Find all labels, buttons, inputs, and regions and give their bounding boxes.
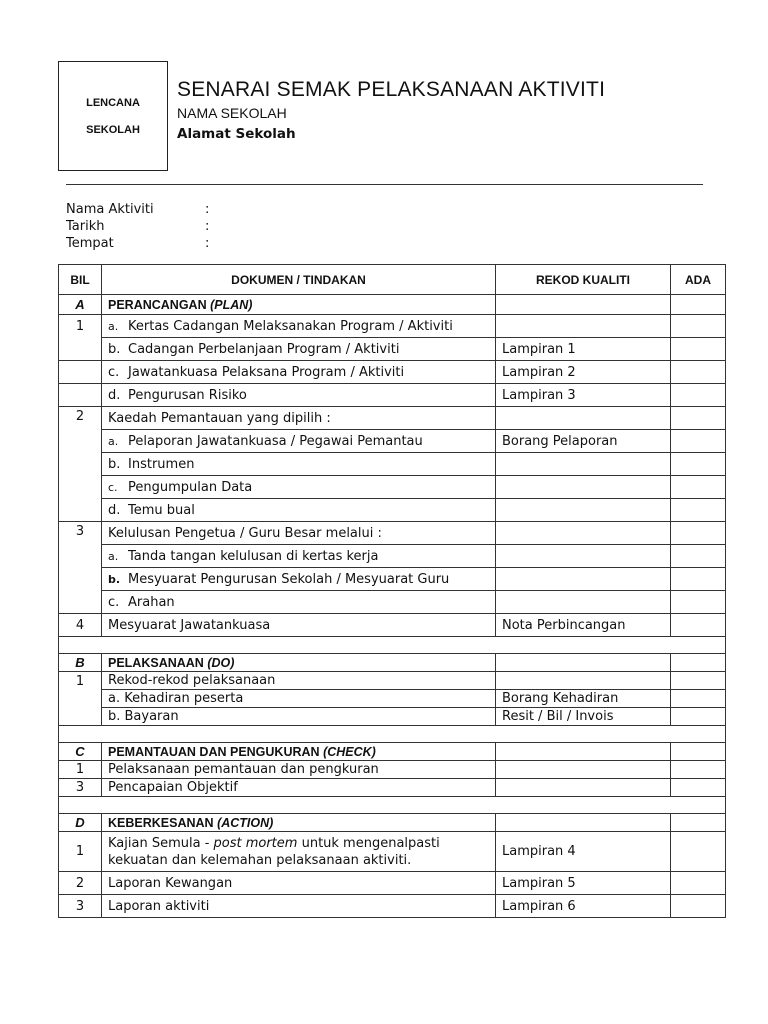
- item-marker: b.: [108, 456, 121, 472]
- rekod-cell: [496, 295, 671, 315]
- item-marker: b.: [108, 341, 121, 357]
- item-cell: Rekod-rekod pelaksanaan: [102, 672, 496, 690]
- table-row: [59, 384, 726, 407]
- table-row: [59, 591, 726, 614]
- school-name: NAMA SEKOLAH: [177, 105, 287, 121]
- item-marker: a.: [108, 319, 119, 333]
- ada-check-cell[interactable]: [671, 743, 726, 761]
- item-text: Pengurusan Risiko: [128, 387, 247, 403]
- item-cell: [102, 591, 496, 614]
- row-number: 3: [59, 522, 102, 614]
- rekod-cell: Borang Kehadiran: [496, 690, 671, 708]
- item-cell: b. Bayaran: [102, 708, 496, 726]
- ada-check-cell[interactable]: [671, 430, 726, 453]
- section-letter: C: [59, 743, 102, 761]
- table-row: [59, 568, 726, 591]
- rekod-cell: [496, 453, 671, 476]
- item-cell: [102, 568, 496, 591]
- spacer-cell: [59, 637, 726, 654]
- school-badge-placeholder: [58, 61, 168, 171]
- row-number: 1: [59, 672, 102, 726]
- rekod-cell: [496, 779, 671, 797]
- item-marker: c.: [108, 480, 118, 494]
- ada-check-cell[interactable]: [671, 779, 726, 797]
- item-marker: a.: [108, 549, 119, 563]
- ada-check-cell[interactable]: [671, 407, 726, 430]
- item-cell: Kelulusan Pengetua / Guru Besar melalui :: [102, 522, 496, 545]
- item-cell: [102, 361, 496, 384]
- ada-check-cell[interactable]: [671, 672, 726, 690]
- table-row: [59, 407, 726, 430]
- section-tag: (CHECK): [323, 744, 376, 759]
- date-label: Tarikh: [66, 219, 105, 234]
- section-title-text: PEMANTAUAN DAN PENGUKURAN: [108, 744, 320, 759]
- colon: :: [205, 219, 210, 234]
- item-cell: Mesyuarat Jawatankuasa: [102, 614, 496, 637]
- item-cell: [102, 832, 496, 872]
- section-c-row: [59, 743, 726, 761]
- table-row: [59, 476, 726, 499]
- table-row: [59, 499, 726, 522]
- header-quality-record: REKOD KUALITI: [496, 265, 671, 295]
- rekod-cell: [496, 499, 671, 522]
- ada-check-cell[interactable]: [671, 522, 726, 545]
- item-cell: a. Kehadiran peserta: [102, 690, 496, 708]
- ada-check-cell[interactable]: [671, 315, 726, 338]
- info-row-place: [66, 235, 215, 252]
- rekod-cell: Lampiran 3: [496, 384, 671, 407]
- rekod-cell: Lampiran 5: [496, 872, 671, 895]
- header-divider: [66, 184, 703, 185]
- section-letter: A: [59, 295, 102, 315]
- row-number: 2: [59, 872, 102, 895]
- ada-check-cell[interactable]: [671, 568, 726, 591]
- ada-check-cell[interactable]: [671, 761, 726, 779]
- item-cell: Pencapaian Objektif: [102, 779, 496, 797]
- header-bil: BIL: [59, 265, 102, 295]
- section-letter: B: [59, 654, 102, 672]
- rekod-cell: [496, 545, 671, 568]
- section-title: [102, 814, 496, 832]
- table-row: [59, 708, 726, 726]
- colon: :: [205, 236, 210, 251]
- rekod-cell: [496, 407, 671, 430]
- table-row: [59, 315, 726, 338]
- checklist-table: [58, 264, 726, 918]
- rekod-cell: Borang Pelaporan: [496, 430, 671, 453]
- item-cell: [102, 315, 496, 338]
- item-text: Instrumen: [128, 456, 195, 472]
- row-number: 1: [59, 761, 102, 779]
- colon: :: [205, 202, 210, 217]
- table-row: [59, 690, 726, 708]
- row-number: 3: [59, 779, 102, 797]
- section-tag: (PLAN): [210, 297, 253, 312]
- rekod-cell: [496, 476, 671, 499]
- row-number: 4: [59, 614, 102, 637]
- row-number: 3: [59, 895, 102, 918]
- section-a-row: [59, 295, 726, 315]
- item-marker: c.: [108, 594, 120, 610]
- rekod-cell: [496, 743, 671, 761]
- table-row: [59, 545, 726, 568]
- spacer-row: [59, 797, 726, 814]
- activity-name-label: Nama Aktiviti: [66, 202, 154, 217]
- rekod-cell: Lampiran 6: [496, 895, 671, 918]
- item-cell: Pelaksanaan pemantauan dan pengkuran: [102, 761, 496, 779]
- ada-check-cell[interactable]: [671, 295, 726, 315]
- ada-check-cell[interactable]: [671, 338, 726, 361]
- ada-check-cell[interactable]: [671, 545, 726, 568]
- table-row: [59, 779, 726, 797]
- table-row: [59, 872, 726, 895]
- info-row-date: [66, 218, 215, 235]
- ada-check-cell[interactable]: [671, 614, 726, 637]
- item-text: Jawatankuasa Pelaksana Program / Aktiviti: [128, 364, 405, 380]
- ada-check-cell[interactable]: [671, 499, 726, 522]
- rekod-cell: Lampiran 4: [496, 832, 671, 872]
- item-marker: a.: [108, 434, 119, 448]
- place-label: Tempat: [66, 236, 114, 251]
- item-text: Kertas Cadangan Melaksanakan Program / Aktiviti: [128, 318, 453, 334]
- table-header-row: [59, 265, 726, 295]
- item-text: Pelaporan Jawatankuasa / Pegawai Pemantau: [128, 433, 423, 449]
- item-text: Tanda tangan kelulusan di kertas kerja: [128, 548, 379, 564]
- section-tag: (ACTION): [217, 815, 274, 830]
- rekod-cell: Lampiran 1: [496, 338, 671, 361]
- item-cell: [102, 453, 496, 476]
- rekod-cell: Resit / Bil / Invois: [496, 708, 671, 726]
- badge-label-line2: SEKOLAH: [86, 123, 140, 136]
- school-address: Alamat Sekolah: [177, 126, 296, 142]
- spacer-row: [59, 726, 726, 743]
- item-text-emphasis: post mortem: [213, 835, 298, 851]
- ada-check-cell[interactable]: [671, 708, 726, 726]
- table-row: [59, 361, 726, 384]
- row-number: 1: [59, 832, 102, 872]
- section-title-text: PELAKSANAAN: [108, 655, 204, 670]
- table-row: [59, 522, 726, 545]
- item-cell: [102, 476, 496, 499]
- section-d-row: [59, 814, 726, 832]
- rekod-cell: [496, 761, 671, 779]
- item-text: Arahan: [128, 594, 175, 610]
- rekod-cell: [496, 568, 671, 591]
- row-number-empty: [59, 338, 102, 361]
- ada-check-cell[interactable]: [671, 591, 726, 614]
- ada-check-cell[interactable]: [671, 453, 726, 476]
- badge-label-line1: LENCANA: [86, 96, 140, 109]
- rekod-cell: [496, 654, 671, 672]
- item-text: Mesyuarat Pengurusan Sekolah / Mesyuarat Guru: [128, 571, 450, 587]
- row-number: 2: [59, 407, 102, 522]
- section-title-text: KEBERKESANAN: [108, 815, 214, 830]
- section-title: [102, 654, 496, 672]
- document-title: SENARAI SEMAK PELAKSANAAN AKTIVITI: [177, 78, 606, 101]
- ada-check-cell[interactable]: [671, 832, 726, 872]
- item-marker: d.: [108, 502, 121, 518]
- table-row: [59, 761, 726, 779]
- row-number-empty: [59, 384, 102, 407]
- section-title: [102, 743, 496, 761]
- ada-check-cell[interactable]: [671, 895, 726, 918]
- item-cell: [102, 338, 496, 361]
- item-text: Temu bual: [128, 502, 195, 518]
- ada-check-cell[interactable]: [671, 361, 726, 384]
- table-row: [59, 672, 726, 690]
- table-row: [59, 614, 726, 637]
- item-text-post: untuk mengenalpasti kekuatan dan kelemahan pelaksanaan aktiviti.: [108, 835, 440, 868]
- item-cell: Laporan aktiviti: [102, 895, 496, 918]
- item-cell: [102, 499, 496, 522]
- section-b-row: [59, 654, 726, 672]
- ada-check-cell[interactable]: [671, 814, 726, 832]
- table-row: [59, 895, 726, 918]
- rekod-cell: [496, 591, 671, 614]
- ada-check-cell[interactable]: [671, 384, 726, 407]
- ada-check-cell[interactable]: [671, 476, 726, 499]
- rekod-cell: [496, 315, 671, 338]
- spacer-cell: [59, 726, 726, 743]
- activity-info: [66, 201, 215, 252]
- section-letter: D: [59, 814, 102, 832]
- table-row: [59, 453, 726, 476]
- item-cell: Kaedah Pemantauan yang dipilih :: [102, 407, 496, 430]
- row-number: 1: [59, 315, 102, 338]
- item-marker: c.: [108, 364, 120, 380]
- item-marker: b.: [108, 572, 121, 586]
- item-text-pre: Kajian Semula -: [108, 835, 214, 851]
- item-text: Pengumpulan Data: [128, 479, 253, 495]
- spacer-cell: [59, 797, 726, 814]
- row-number-empty: [59, 361, 102, 384]
- spacer-row: [59, 637, 726, 654]
- rekod-cell: [496, 522, 671, 545]
- table-row: [59, 430, 726, 453]
- table-row: [59, 338, 726, 361]
- table-row: [59, 832, 726, 872]
- section-title: [102, 295, 496, 315]
- rekod-cell: [496, 672, 671, 690]
- header-available: ADA: [671, 265, 726, 295]
- item-marker: d.: [108, 387, 121, 403]
- ada-check-cell[interactable]: [671, 872, 726, 895]
- rekod-cell: [496, 814, 671, 832]
- rekod-cell: Lampiran 2: [496, 361, 671, 384]
- item-cell: [102, 430, 496, 453]
- ada-check-cell[interactable]: [671, 690, 726, 708]
- item-cell: [102, 384, 496, 407]
- item-text: Cadangan Perbelanjaan Program / Aktiviti: [128, 341, 400, 357]
- item-cell: [102, 545, 496, 568]
- item-cell: Laporan Kewangan: [102, 872, 496, 895]
- info-row-activity: [66, 201, 215, 218]
- header-document-action: DOKUMEN / TINDAKAN: [102, 265, 496, 295]
- rekod-cell: Nota Perbincangan: [496, 614, 671, 637]
- section-title-text: PERANCANGAN: [108, 297, 207, 312]
- section-tag: (DO): [207, 655, 235, 670]
- ada-check-cell[interactable]: [671, 654, 726, 672]
